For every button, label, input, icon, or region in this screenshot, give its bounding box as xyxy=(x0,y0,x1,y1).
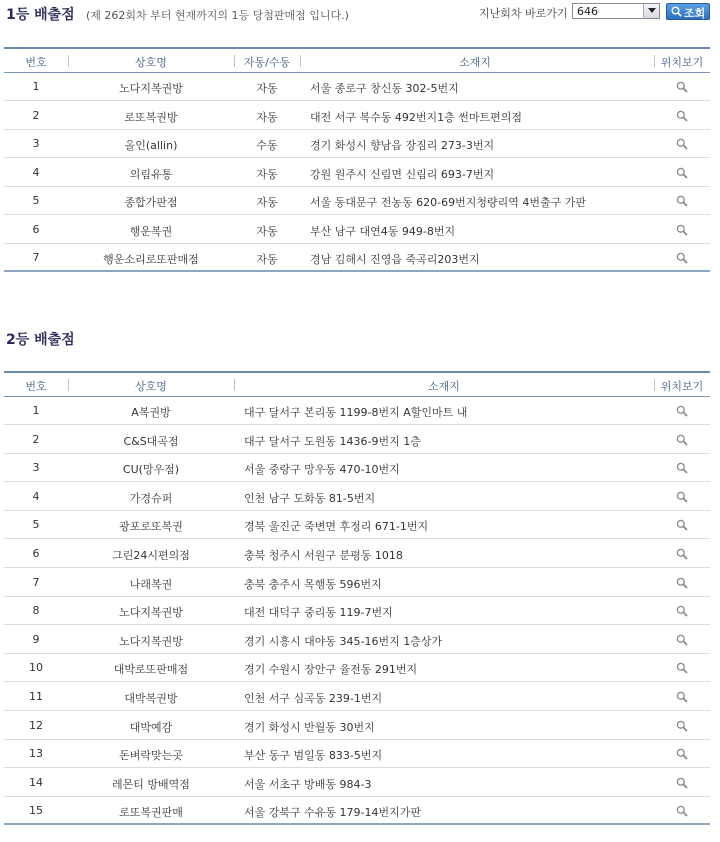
magnifier-icon[interactable] xyxy=(676,195,688,207)
selection-type: 자동 xyxy=(256,82,278,95)
search-button-label: 조회 xyxy=(684,7,706,20)
magnifier-icon[interactable] xyxy=(676,777,688,789)
magnifier-icon[interactable] xyxy=(676,805,688,817)
magnifier-icon[interactable] xyxy=(676,691,688,703)
row-number: 9 xyxy=(32,632,40,646)
magnifier-icon[interactable] xyxy=(676,224,688,236)
selection-type: 자동 xyxy=(256,253,278,266)
magnifier-icon[interactable] xyxy=(676,662,688,674)
magnifier-icon[interactable] xyxy=(676,167,688,179)
shop-address: 서울 서초구 방배동 984-3 xyxy=(244,777,372,791)
shop-name: C&S대곡점 xyxy=(123,434,179,448)
shop-address: 경기 화성시 반월동 30번지 xyxy=(244,720,375,734)
shop-address: 서울 강북구 수유동 179-14번지가판 xyxy=(244,806,421,820)
table-row xyxy=(4,187,710,215)
second-prize-title: 2등 배출점 xyxy=(6,332,75,348)
table-row xyxy=(4,244,710,272)
magnifier-icon[interactable] xyxy=(676,519,688,531)
first-prize-table xyxy=(4,47,710,277)
magnifier-icon[interactable] xyxy=(676,491,688,503)
magnifier-icon[interactable] xyxy=(676,405,688,417)
magnifier-icon[interactable] xyxy=(676,634,688,646)
magnifier-icon[interactable] xyxy=(676,434,688,446)
col-address: 소재지 xyxy=(459,56,491,69)
second-prize-table xyxy=(4,371,710,835)
shop-address: 충북 청주시 서원구 분평동 1018 xyxy=(244,549,403,562)
chevron-down-icon[interactable] xyxy=(643,4,659,18)
table-row xyxy=(4,654,710,682)
row-number: 10 xyxy=(29,661,43,675)
selection-type: 자동 xyxy=(256,224,278,238)
magnifier-icon[interactable] xyxy=(676,548,688,560)
shop-address: 경남 김해시 진영읍 죽곡리203번지 xyxy=(310,253,480,266)
shop-name: 로또복권방 xyxy=(124,110,178,124)
magnifier-icon[interactable] xyxy=(676,748,688,760)
row-number: 6 xyxy=(32,547,40,560)
table-row xyxy=(4,769,710,797)
shop-address: 대구 달서구 도원동 1436-9번지 1층 xyxy=(244,434,421,448)
table-header xyxy=(4,373,710,397)
shop-address: 서울 동대문구 전농동 620-69번지청량리역 4번출구 가판 xyxy=(310,196,586,209)
magnifier-icon[interactable] xyxy=(676,110,688,122)
col-name: 상호명 xyxy=(135,56,167,69)
col-name: 상호명 xyxy=(135,380,167,393)
col-number: 번호 xyxy=(25,380,47,393)
row-number: 15 xyxy=(29,804,43,818)
row-number: 2 xyxy=(32,108,40,122)
table-row xyxy=(4,511,710,539)
col-type: 자동/수동 xyxy=(243,56,291,69)
shop-address: 서울 중랑구 망우동 470-10번지 xyxy=(244,463,400,477)
search-button[interactable] xyxy=(666,3,710,20)
table-row xyxy=(4,683,710,711)
top-bar xyxy=(0,0,720,28)
shop-name: CU(망우점) xyxy=(122,463,180,477)
selection-type: 자동 xyxy=(256,167,278,181)
row-number: 4 xyxy=(32,489,40,503)
shop-name: 가경슈퍼 xyxy=(129,491,173,505)
shop-name: 행운소리로또판매점 xyxy=(103,253,199,266)
row-number: 4 xyxy=(32,165,40,179)
magnifier-icon[interactable] xyxy=(676,720,688,732)
page-subtitle: (제 262회차 부터 현재까지의 1등 당첨판매점 입니다.) xyxy=(86,9,349,22)
magnifier-icon[interactable] xyxy=(676,81,688,93)
row-number: 14 xyxy=(29,775,43,789)
magnifier-icon[interactable] xyxy=(676,605,688,617)
shop-address: 대전 대덕구 중리동 119-7번지 xyxy=(244,606,393,620)
shop-address: 서울 종로구 창신동 302-5번지 xyxy=(310,82,459,95)
shop-name: 의림유통 xyxy=(129,167,173,181)
shop-name: 레몬티 방배역점 xyxy=(112,777,190,791)
past-round-value: 646 xyxy=(577,5,598,18)
row-number: 1 xyxy=(32,80,40,93)
table-row xyxy=(4,483,710,511)
shop-name: 대박로또판매점 xyxy=(113,663,189,677)
table-row xyxy=(4,73,710,101)
shop-address: 강원 원주시 신림면 신림리 693-7번지 xyxy=(310,167,495,181)
row-number: 11 xyxy=(29,690,43,703)
row-number: 12 xyxy=(29,718,43,732)
shop-address: 부산 동구 범일동 833-5번지 xyxy=(244,749,383,763)
shop-name: 대박복권방 xyxy=(124,692,178,705)
shop-address: 경기 시흥시 대야동 345-16번지 1층상가 xyxy=(244,634,443,648)
row-number: 3 xyxy=(32,137,40,150)
table-row xyxy=(4,130,710,158)
col-location: 위치보기 xyxy=(660,56,704,69)
magnifier-icon[interactable] xyxy=(676,577,688,589)
table-row xyxy=(4,397,710,425)
table-row xyxy=(4,426,710,454)
row-number: 7 xyxy=(32,251,40,264)
shop-name: 나래복권 xyxy=(129,577,173,591)
table-row xyxy=(4,626,710,654)
shop-address: 부산 남구 대연4동 949-8번지 xyxy=(310,224,456,238)
row-number: 8 xyxy=(32,604,40,618)
shop-address: 충북 충주시 목행동 596번지 xyxy=(244,577,382,591)
shop-name: 종합가판점 xyxy=(124,196,178,209)
shop-name: 노다지복권방 xyxy=(119,634,183,648)
row-number: 2 xyxy=(32,432,40,446)
selection-type: 수동 xyxy=(256,139,278,152)
table-row xyxy=(4,216,710,244)
row-number: 1 xyxy=(32,404,40,417)
magnifier-icon[interactable] xyxy=(676,252,688,264)
shop-name: 올인(allin) xyxy=(124,139,178,152)
table-row xyxy=(4,712,710,740)
shop-address: 경기 수원시 장안구 율전동 291번지 xyxy=(244,663,418,677)
shop-address: 인천 서구 심곡동 239-1번지 xyxy=(244,692,383,705)
shop-name: 행운복권 xyxy=(129,224,173,238)
magnifier-icon[interactable] xyxy=(676,138,688,150)
page-title: 1등 배출점 xyxy=(6,7,75,23)
table-header xyxy=(4,49,710,73)
table-row xyxy=(4,597,710,625)
row-number: 5 xyxy=(32,518,40,532)
col-location: 위치보기 xyxy=(660,380,704,393)
shop-name: 광포로또복권 xyxy=(119,520,183,534)
shop-address: 대전 서구 복수동 492번지1층 썬마트편의점 xyxy=(310,110,522,124)
row-number: 7 xyxy=(32,575,40,589)
shop-address: 경북 울진군 죽변면 후정리 671-1번지 xyxy=(244,520,429,534)
row-number: 13 xyxy=(29,747,43,761)
selection-type: 자동 xyxy=(256,110,278,124)
past-round-label: 지난회차 바로가기 xyxy=(479,7,568,20)
table-row xyxy=(4,102,710,130)
table-row xyxy=(4,540,710,568)
shop-address: 경기 화성시 향남읍 장짐리 273-3번지 xyxy=(310,139,495,152)
row-number: 6 xyxy=(32,222,40,236)
shop-name: 노다지복권방 xyxy=(119,606,183,620)
shop-name: 돈벼락맞는곳 xyxy=(119,749,183,763)
table-row xyxy=(4,454,710,482)
col-address: 소재지 xyxy=(428,380,460,393)
row-number: 3 xyxy=(32,461,40,475)
shop-address: 인천 남구 도화동 81-5번지 xyxy=(244,491,376,505)
table-row xyxy=(4,159,710,187)
table-row xyxy=(4,740,710,768)
row-number: 5 xyxy=(32,194,40,207)
past-round-select[interactable] xyxy=(572,3,660,19)
shop-address: 대구 달서구 본리동 1199-8번지 A할인마트 내 xyxy=(244,406,468,419)
shop-name: 그린24시편의점 xyxy=(112,549,190,562)
table-row xyxy=(4,797,710,825)
shop-name: 로또복권판매 xyxy=(119,806,183,820)
selection-type: 자동 xyxy=(256,196,278,209)
col-number: 번호 xyxy=(25,56,47,69)
table-row xyxy=(4,569,710,597)
shop-name: 노다지복권방 xyxy=(119,82,183,95)
search-icon xyxy=(671,6,682,17)
shop-name: 대박예감 xyxy=(129,720,173,734)
magnifier-icon[interactable] xyxy=(676,462,688,474)
shop-name: A복권방 xyxy=(131,406,171,419)
